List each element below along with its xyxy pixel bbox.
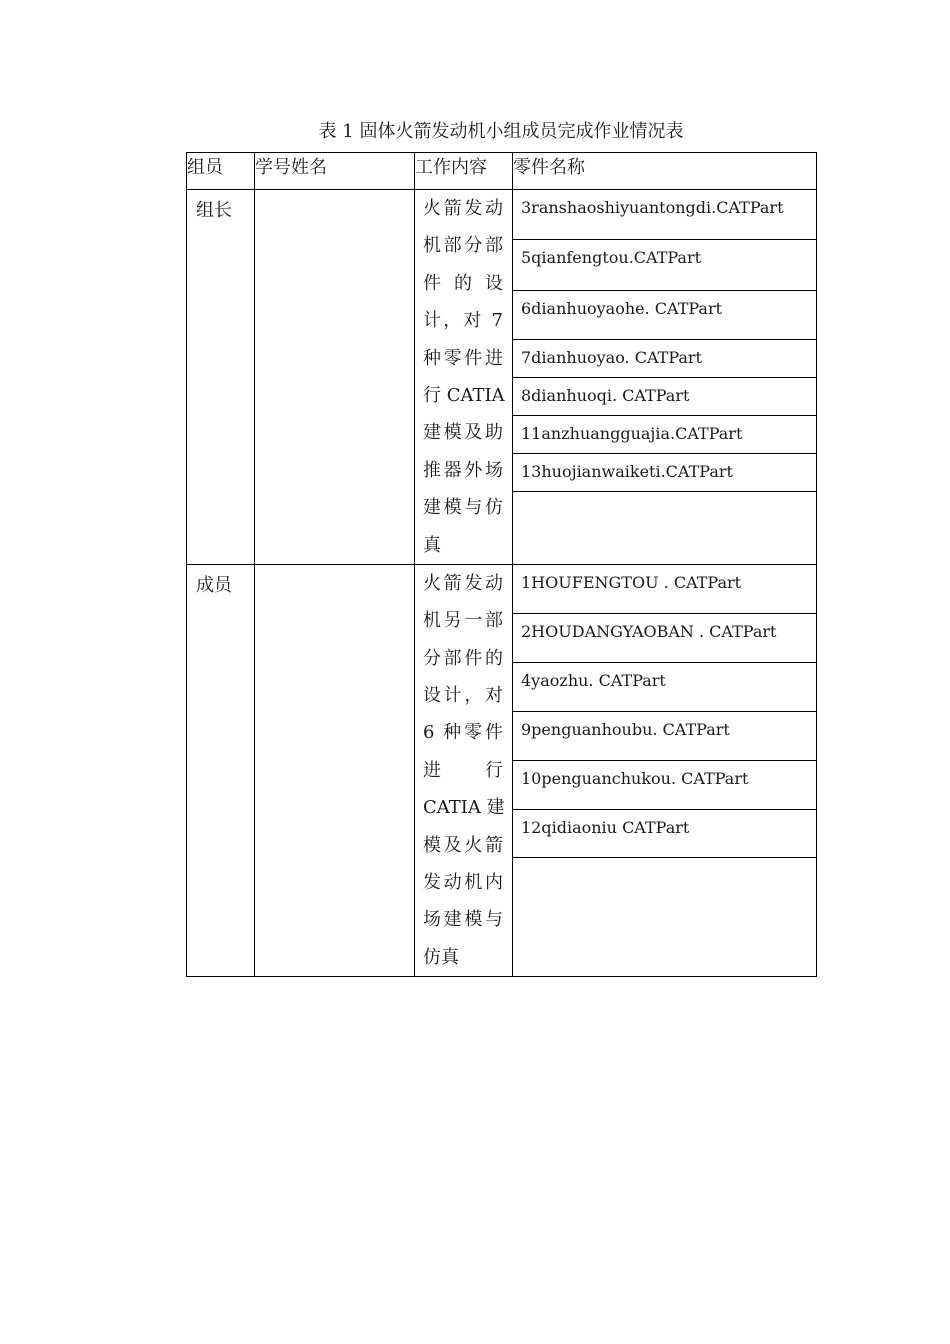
work-line: 推器外场	[423, 459, 503, 481]
work-line: 件 的 设	[423, 272, 503, 294]
work-cell	[415, 564, 513, 976]
work-line: 设计，对	[423, 685, 503, 707]
work-line: 火箭发动	[423, 572, 503, 594]
student-cell	[255, 190, 415, 565]
table-caption: 表 1 固体火箭发动机小组成员完成作业情况表	[318, 121, 684, 142]
part-name	[513, 492, 816, 562]
part-name: 4yaozhu. CATPart	[513, 663, 816, 712]
work-line: CATIA 建	[423, 797, 505, 819]
work-line: 分部件的	[423, 647, 503, 669]
header-student: 学号姓名	[255, 153, 415, 190]
part-name: 13huojianwaiketi.CATPart	[513, 454, 816, 492]
parts-cell	[513, 190, 817, 565]
work-line: 机另一部	[423, 610, 503, 632]
work-line: 种零件进	[423, 347, 503, 369]
role-cell: 成员	[187, 564, 255, 976]
work-line: 计，对 7	[423, 310, 503, 332]
work-line: 建模与仿	[423, 497, 503, 519]
work-line: 模及火箭	[423, 834, 503, 856]
work-line: 6 种零件	[423, 722, 503, 744]
work-line: 仿真	[423, 946, 459, 968]
part-name: 5qianfengtou.CATPart	[513, 240, 816, 291]
work-line: 行 CATIA	[423, 384, 505, 406]
header-row	[187, 153, 817, 190]
assignment-table	[186, 152, 817, 977]
part-name: 3ranshaoshiyuantongdi.CATPart	[513, 190, 816, 240]
part-name: 7dianhuoyao. CATPart	[513, 340, 816, 378]
part-name: 9penguanhoubu. CATPart	[513, 712, 816, 761]
header-role: 组员	[187, 153, 255, 190]
parts-cell	[513, 564, 817, 976]
work-line: 建模及助	[423, 422, 503, 444]
work-line: 进 行	[423, 759, 503, 781]
work-line: 机部分部	[423, 235, 503, 257]
part-name: 12qidiaoniu CATPart	[513, 810, 816, 858]
work-line: 真	[423, 534, 441, 556]
header-parts: 零件名称	[513, 153, 817, 190]
part-name: 1HOUFENGTOU . CATPart	[513, 565, 816, 614]
part-name	[513, 858, 816, 976]
work-line: 火箭发动	[423, 198, 503, 219]
work-cell	[415, 190, 513, 565]
table-row	[187, 190, 817, 565]
header-work: 工作内容	[415, 153, 513, 190]
part-name: 8dianhuoqi. CATPart	[513, 378, 816, 416]
role-cell: 组长	[187, 190, 255, 565]
work-line: 发动机内	[423, 872, 503, 894]
work-line: 场建模与	[423, 909, 503, 931]
table-row	[187, 564, 817, 976]
part-name: 10penguanchukou. CATPart	[513, 761, 816, 810]
part-name: 11anzhuangguajia.CATPart	[513, 416, 816, 454]
part-name: 2HOUDANGYAOBAN . CATPart	[513, 614, 816, 663]
part-name: 6dianhuoyaohe. CATPart	[513, 291, 816, 340]
student-cell	[255, 564, 415, 976]
